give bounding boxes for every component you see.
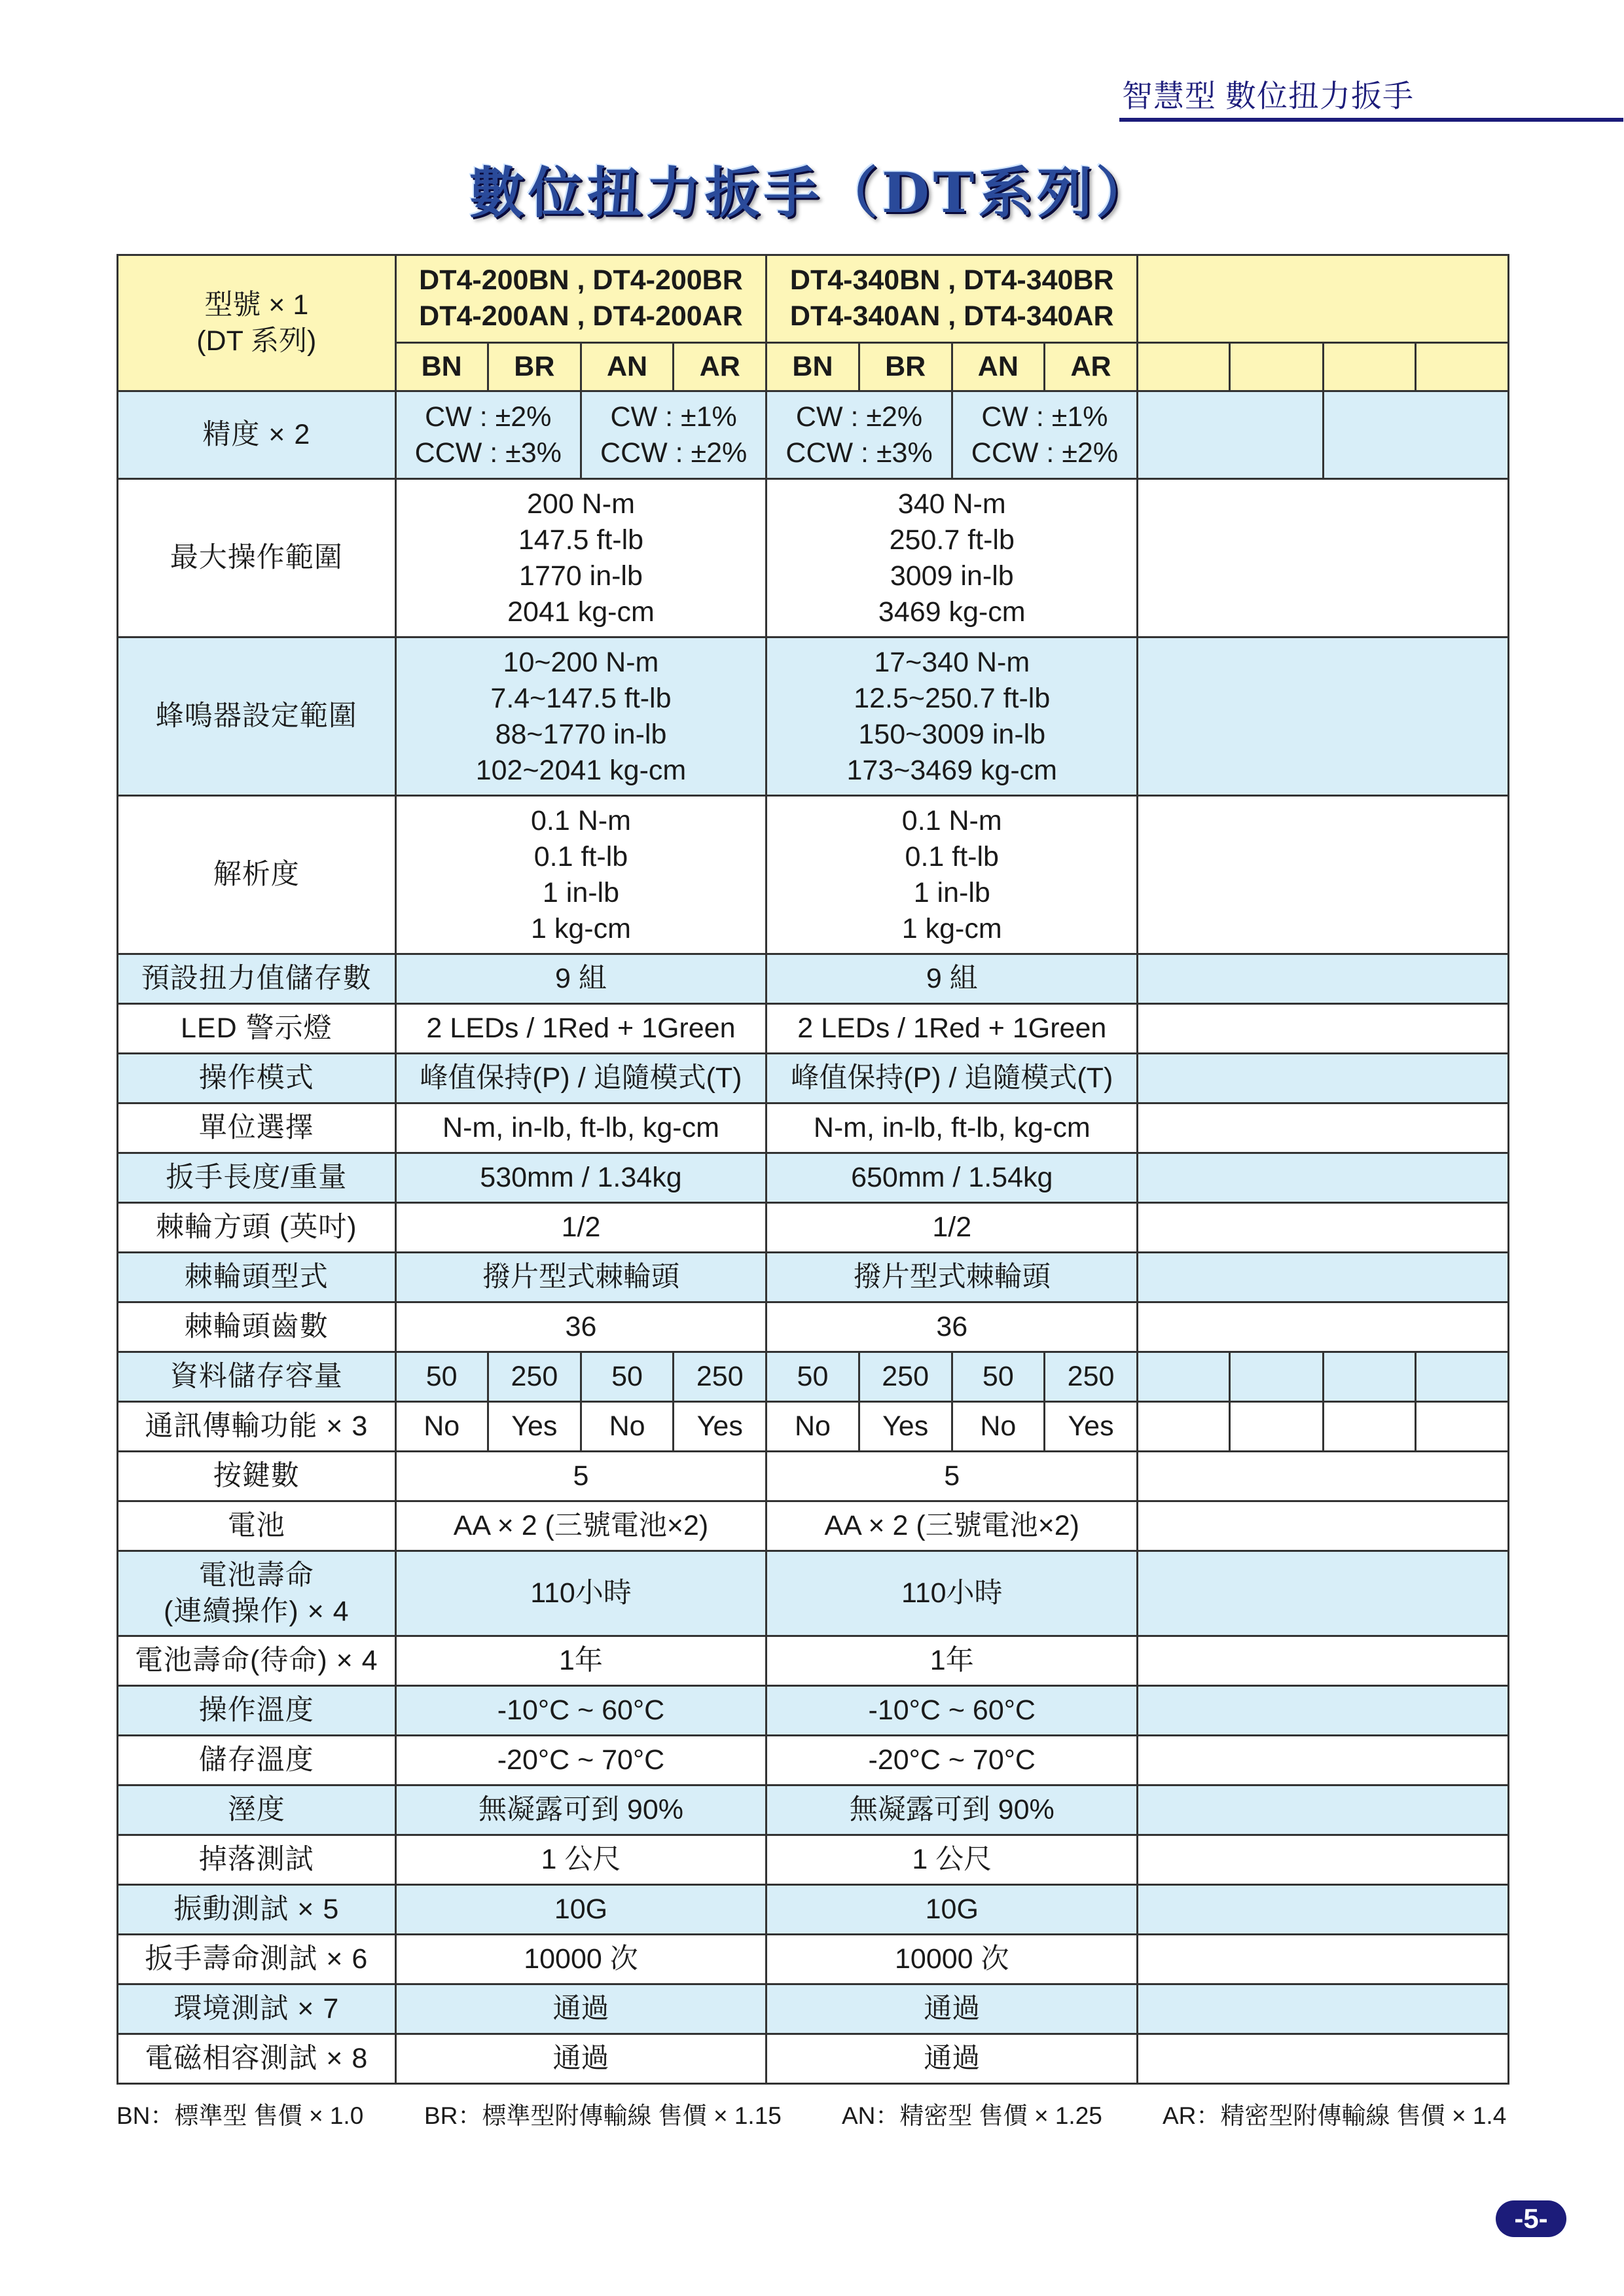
empty-cell: [1415, 1402, 1508, 1452]
empty-cell: [1138, 1835, 1509, 1885]
model-header-row: [118, 255, 1509, 343]
spec-row-subcols: [118, 1352, 1509, 1402]
subcol-value-cell: Yes: [674, 1402, 767, 1452]
spec-row: [118, 1501, 1509, 1551]
spec-row: [118, 1835, 1509, 1885]
footnote-an: AN：精密型 售價 × 1.25: [842, 2102, 1102, 2129]
subcol-br: BR: [859, 342, 952, 391]
model-label-line2: (DT 系列): [196, 325, 317, 357]
value-cell-340: -20°C ~ 70°C: [767, 1736, 1138, 1785]
empty-cell: [1138, 954, 1509, 1004]
subcol-value-cell: 250: [674, 1352, 767, 1402]
precision-row: [118, 391, 1509, 479]
row-label: 操作溫度: [118, 1686, 396, 1736]
value-cell-340: 36: [767, 1302, 1138, 1352]
row-label: 電池壽命(待命) × 4: [118, 1636, 396, 1686]
empty-cell: [1138, 1203, 1509, 1253]
spec-row: [118, 1452, 1509, 1501]
spec-row: [118, 1636, 1509, 1686]
value-cell-340: 通過: [767, 1984, 1138, 2034]
value-cell-340: 2 LEDs / 1Red + 1Green: [767, 1004, 1138, 1054]
page-number: -5-: [1496, 2200, 1566, 2237]
page-title: 數位扭力扳手（DT系列）: [469, 160, 1155, 225]
footnote-ar: AR：精密型附傳輸線 售價 × 1.4: [1163, 2102, 1507, 2129]
empty-cell: [1138, 1153, 1509, 1203]
value-cell-340: 0.1 N-m 0.1 ft-lb 1 in-lb 1 kg-cm: [767, 796, 1138, 954]
value-cell-200: AA × 2 (三號電池×2): [395, 1501, 767, 1551]
value-cell-340: 5: [767, 1452, 1138, 1501]
value-cell-200: N-m, in-lb, ft-lb, kg-cm: [395, 1103, 767, 1153]
value-cell-340: AA × 2 (三號電池×2): [767, 1501, 1138, 1551]
subcol-value-cell: 250: [1044, 1352, 1137, 1402]
value-cell-200: 0.1 N-m 0.1 ft-lb 1 in-lb 1 kg-cm: [395, 796, 767, 954]
row-label: 棘輪頭齒數: [118, 1302, 396, 1352]
spec-row: [118, 637, 1509, 796]
model-group1-cell: [395, 255, 767, 343]
empty-cell: [1138, 1054, 1509, 1103]
value-cell-200: 530mm / 1.34kg: [395, 1153, 767, 1203]
row-label: 最大操作範圍: [118, 479, 396, 637]
row-label: 電磁相容測試 × 8: [118, 2034, 396, 2084]
empty-cell: [1138, 1402, 1230, 1452]
spec-row: [118, 1984, 1509, 2034]
value-cell-340: 1 公尺: [767, 1835, 1138, 1885]
empty-cell: [1138, 637, 1509, 796]
row-label: 棘輪方頭 (英吋): [118, 1203, 396, 1253]
model-group1-line2: DT4-200AN , DT4-200AR: [419, 300, 743, 332]
value-cell-200: 10000 次: [395, 1935, 767, 1984]
subcol-value-cell: 250: [488, 1352, 581, 1402]
row-label: 扳手壽命測試 × 6: [118, 1935, 396, 1984]
model-group2-line2: DT4-340AN , DT4-340AR: [789, 300, 1114, 332]
spec-row: [118, 954, 1509, 1004]
subcol-bn: BN: [767, 342, 859, 391]
row-label: 單位選擇: [118, 1103, 396, 1153]
empty-cell: [1138, 1103, 1509, 1153]
row-label: 操作模式: [118, 1054, 396, 1103]
model-label-cell: [118, 255, 396, 391]
spec-row: [118, 1203, 1509, 1253]
spec-row: [118, 1302, 1509, 1352]
empty-cell: [1230, 1352, 1323, 1402]
empty-cell: [1230, 342, 1323, 391]
value-cell-340: 撥片型式棘輪頭: [767, 1253, 1138, 1302]
empty-cell: [1138, 1253, 1509, 1302]
value-cell-340: 10000 次: [767, 1935, 1138, 1984]
value-cell-200: 1年: [395, 1636, 767, 1686]
value-cell-340: 110小時: [767, 1551, 1138, 1636]
spec-row: [118, 1736, 1509, 1785]
spec-row: [118, 1153, 1509, 1203]
subcol-ar: AR: [674, 342, 767, 391]
subcol-an: AN: [952, 342, 1044, 391]
spec-row: [118, 796, 1509, 954]
row-label: 按鍵數: [118, 1452, 396, 1501]
spec-row: [118, 1551, 1509, 1636]
empty-cell: [1138, 1501, 1509, 1551]
precision-cell: CW : ±1% CCW : ±2%: [581, 391, 766, 479]
subcol-value-cell: No: [581, 1402, 673, 1452]
subcol-value-cell: No: [767, 1402, 859, 1452]
spec-row: [118, 1054, 1509, 1103]
empty-cell: [1138, 1785, 1509, 1835]
empty-cell: [1415, 1352, 1508, 1402]
value-cell-200: 1/2: [395, 1203, 767, 1253]
row-label: 掉落測試: [118, 1835, 396, 1885]
empty-cell: [1138, 1352, 1230, 1402]
empty-cell: [1138, 1984, 1509, 2034]
value-cell-200: 1 公尺: [395, 1835, 767, 1885]
empty-cell: [1415, 342, 1508, 391]
value-cell-340: -10°C ~ 60°C: [767, 1686, 1138, 1736]
empty-cell: [1323, 391, 1508, 479]
empty-cell: [1323, 342, 1415, 391]
spec-table: [117, 254, 1509, 2085]
subcol-an: AN: [581, 342, 673, 391]
subcol-br: BR: [488, 342, 581, 391]
value-cell-200: 通過: [395, 1984, 767, 2034]
subcol-bn: BN: [395, 342, 488, 391]
empty-cell: [1230, 1402, 1323, 1452]
value-cell-200: 110小時: [395, 1551, 767, 1636]
value-cell-200: 5: [395, 1452, 767, 1501]
spec-row: [118, 1785, 1509, 1835]
value-cell-340: 650mm / 1.54kg: [767, 1153, 1138, 1203]
value-cell-200: -20°C ~ 70°C: [395, 1736, 767, 1785]
value-cell-200: 峰值保持(P) / 追隨模式(T): [395, 1054, 767, 1103]
subcol-value-cell: Yes: [488, 1402, 581, 1452]
precision-cell: CW : ±2% CCW : ±3%: [767, 391, 952, 479]
spec-row: [118, 1935, 1509, 1984]
value-cell-200: 36: [395, 1302, 767, 1352]
empty-cell: [1138, 796, 1509, 954]
subcol-value-cell: Yes: [1044, 1402, 1137, 1452]
value-cell-340: 無凝露可到 90%: [767, 1785, 1138, 1835]
row-label: 精度 × 2: [118, 391, 396, 479]
empty-cell: [1138, 2034, 1509, 2084]
empty-cell: [1138, 342, 1230, 391]
value-cell-340: 9 組: [767, 954, 1138, 1004]
value-cell-340: 峰值保持(P) / 追隨模式(T): [767, 1054, 1138, 1103]
model-group1-line1: DT4-200BN , DT4-200BR: [419, 264, 743, 296]
empty-cell: [1323, 1402, 1415, 1452]
empty-cell: [1138, 1885, 1509, 1935]
spec-row: [118, 1253, 1509, 1302]
empty-cell: [1138, 1935, 1509, 1984]
spec-row: [118, 2034, 1509, 2084]
model-empty-cell: [1138, 255, 1509, 343]
empty-cell: [1138, 1302, 1509, 1352]
value-cell-200: 通過: [395, 2034, 767, 2084]
spec-row: [118, 1885, 1509, 1935]
value-cell-200: 10G: [395, 1885, 767, 1935]
subcol-value-cell: 50: [952, 1352, 1044, 1402]
value-cell-200: 10~200 N-m 7.4~147.5 ft-lb 88~1770 in-lb 102~2041 kg-cm: [395, 637, 767, 796]
value-cell-200: 撥片型式棘輪頭: [395, 1253, 767, 1302]
value-cell-200: -10°C ~ 60°C: [395, 1686, 767, 1736]
empty-cell: [1138, 1452, 1509, 1501]
row-label: 資料儲存容量: [118, 1352, 396, 1402]
empty-cell: [1323, 1352, 1415, 1402]
empty-cell: [1138, 479, 1509, 637]
header-rule: [1119, 118, 1623, 122]
empty-cell: [1138, 1686, 1509, 1736]
row-label: 棘輪頭型式: [118, 1253, 396, 1302]
subcol-value-cell: 250: [859, 1352, 952, 1402]
row-label: 解析度: [118, 796, 396, 954]
empty-cell: [1138, 1736, 1509, 1785]
row-label: 蜂鳴器設定範圍: [118, 637, 396, 796]
row-label: 預設扭力值儲存數: [118, 954, 396, 1004]
subcol-value-cell: No: [395, 1402, 488, 1452]
subcol-value-cell: No: [952, 1402, 1044, 1452]
value-cell-200: 9 組: [395, 954, 767, 1004]
precision-cell: CW : ±2% CCW : ±3%: [395, 391, 581, 479]
model-group2-line1: DT4-340BN , DT4-340BR: [789, 264, 1114, 296]
value-cell-340: N-m, in-lb, ft-lb, kg-cm: [767, 1103, 1138, 1153]
spec-row: [118, 479, 1509, 637]
value-cell-340: 1年: [767, 1636, 1138, 1686]
value-cell-340: 1/2: [767, 1203, 1138, 1253]
value-cell-340: 17~340 N-m 12.5~250.7 ft-lb 150~3009 in-lb 173~3469 kg-cm: [767, 637, 1138, 796]
value-cell-200: 無凝露可到 90%: [395, 1785, 767, 1835]
subcol-value-cell: 50: [395, 1352, 488, 1402]
empty-cell: [1138, 1004, 1509, 1054]
footnote-bn: BN：標準型 售價 × 1.0: [117, 2102, 364, 2129]
footnotes: [117, 2096, 1509, 2128]
footnote-br: BR：標準型附傳輸線 售價 × 1.15: [424, 2102, 782, 2129]
empty-cell: [1138, 1636, 1509, 1686]
spec-row: [118, 1686, 1509, 1736]
row-label: 儲存溫度: [118, 1736, 396, 1785]
value-cell-200: 200 N-m 147.5 ft-lb 1770 in-lb 2041 kg-cm: [395, 479, 767, 637]
row-label: 扳手長度/重量: [118, 1153, 396, 1203]
spec-row-subcols: [118, 1402, 1509, 1452]
spec-row: [118, 1103, 1509, 1153]
row-label: 電池: [118, 1501, 396, 1551]
subcol-value-cell: Yes: [859, 1402, 952, 1452]
row-label: LED 警示燈: [118, 1004, 396, 1054]
value-cell-200: 2 LEDs / 1Red + 1Green: [395, 1004, 767, 1054]
row-label: 通訊傳輸功能 × 3: [118, 1402, 396, 1452]
row-label: 電池壽命 (連續操作) × 4: [118, 1551, 396, 1636]
model-group2-cell: [767, 255, 1138, 343]
subcol-value-cell: 50: [581, 1352, 673, 1402]
value-cell-340: 通過: [767, 2034, 1138, 2084]
header-title: 智慧型 數位扭力扳手: [1122, 79, 1415, 113]
value-cell-340: 10G: [767, 1885, 1138, 1935]
subcol-ar: AR: [1044, 342, 1137, 391]
subcol-value-cell: 50: [767, 1352, 859, 1402]
row-label: 溼度: [118, 1785, 396, 1835]
empty-cell: [1138, 391, 1323, 479]
spec-row: [118, 1004, 1509, 1054]
model-label-line1: 型號 × 1: [204, 289, 309, 321]
empty-cell: [1138, 1551, 1509, 1636]
precision-cell: CW : ±1% CCW : ±2%: [952, 391, 1137, 479]
row-label: 振動測試 × 5: [118, 1885, 396, 1935]
value-cell-340: 340 N-m 250.7 ft-lb 3009 in-lb 3469 kg-cm: [767, 479, 1138, 637]
row-label: 環境測試 × 7: [118, 1984, 396, 2034]
